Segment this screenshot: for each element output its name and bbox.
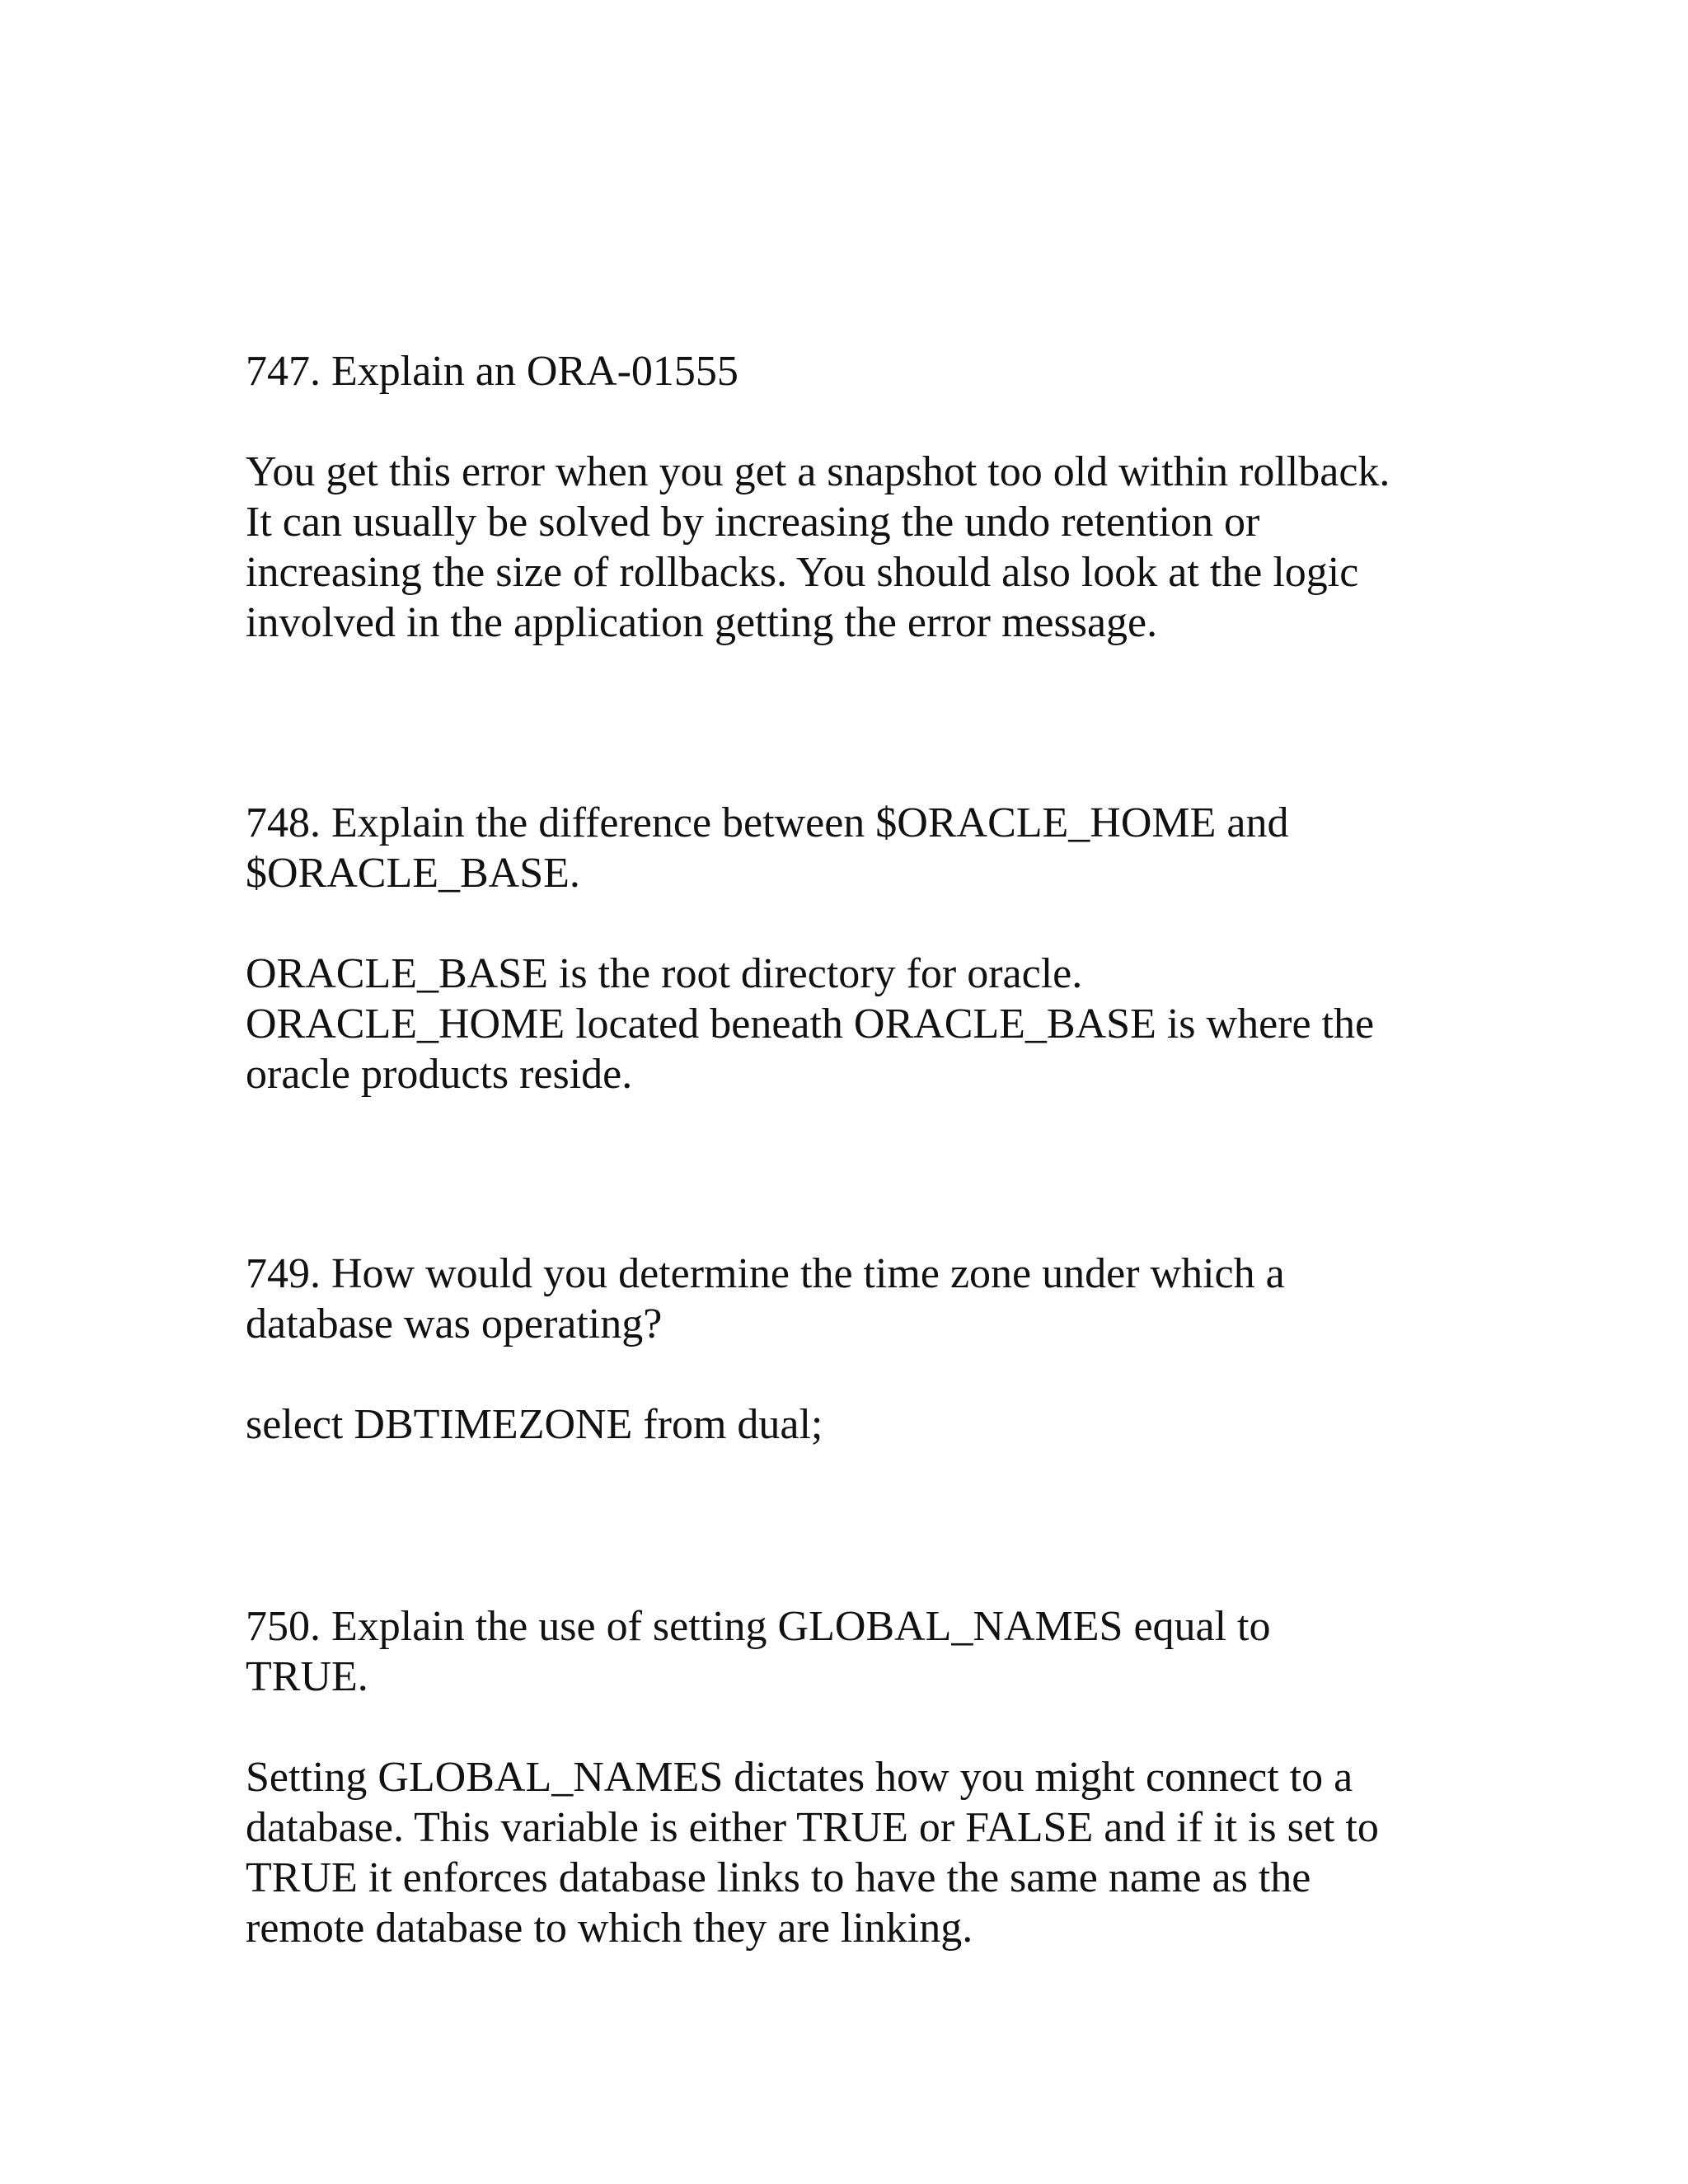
answer-748: ORACLE_BASE is the root directory for oracle. ORACLE_HOME located beneath ORACLE_BASE is where the oracle products reside. xyxy=(246,950,1375,1098)
question-750: 750. Explain the use of setting GLOBAL_NAMES equal to TRUE. xyxy=(246,1603,1271,1700)
qa-item xyxy=(246,346,1482,648)
qa-item xyxy=(246,1249,1482,1450)
question-747: 747. Explain an ORA-01555 xyxy=(246,348,738,395)
question-748: 748. Explain the difference between $ORACLE_HOME and $ORACLE_BASE. xyxy=(246,799,1289,897)
answer-749: select DBTIMEZONE from dual; xyxy=(246,1401,823,1448)
answer-747: You get this error when you get a snapshot too old within rollback. It can usually be solved by increasing the undo retention or increasing the size of rollbacks. You should also look at the logic involved in the application getting the error message. xyxy=(246,448,1390,646)
qa-item xyxy=(246,1601,1482,1953)
answer-750: Setting GLOBAL_NAMES dictates how you might connect to a database. This variable is either TRUE or FALSE and if it is set to TRUE it enforces database links to have the same name as the remote database to which they are linking. xyxy=(246,1754,1379,1952)
question-749: 749. How would you determine the time zone under which a database was operating? xyxy=(246,1250,1285,1347)
qa-item xyxy=(246,798,1482,1099)
